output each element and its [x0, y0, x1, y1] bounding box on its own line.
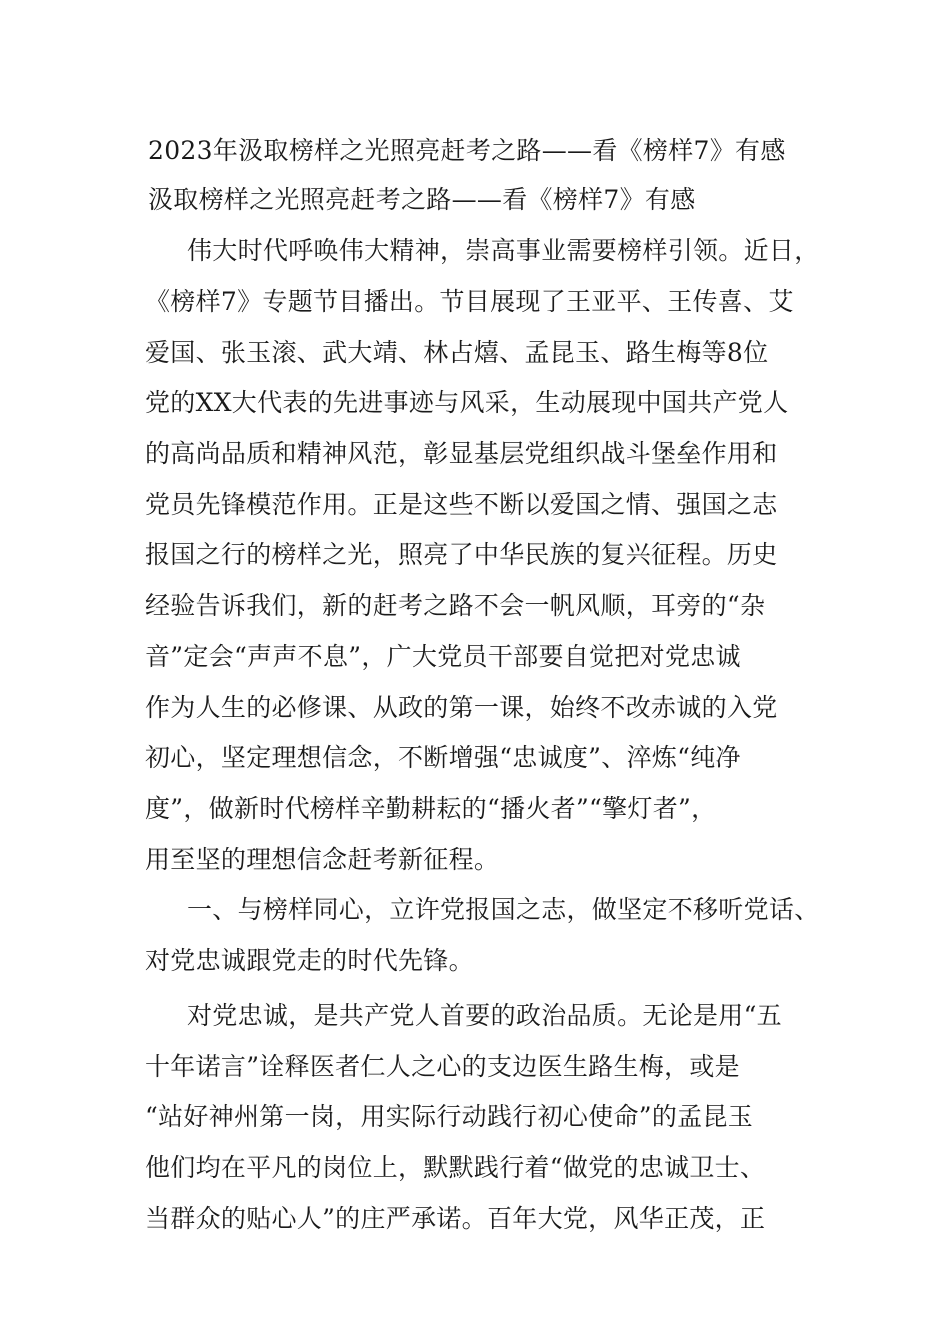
paragraph-line: 党员先锋模范作用。正是这些不断以爱国之情、强国之志: [145, 490, 778, 519]
paragraph-line: 用至坚的理想信念赶考新征程。: [145, 845, 500, 874]
paragraph-line: 作为人生的必修课、从政的第一课，始终不改赤诚的入党: [145, 693, 778, 722]
paragraph-line: 爱国、张玉滚、武大靖、林占熺、孟昆玉、路生梅等8位: [145, 338, 769, 367]
paragraph-line: 经验告诉我们，新的赶考之路不会一帆风顺，耳旁的“杂: [145, 591, 766, 620]
document-title: 2023年汲取榜样之光照亮赶考之路——看《榜样7》有感: [148, 136, 786, 165]
paragraph-line: 对党忠诚，是共产党人首要的政治品质。无论是用“五: [187, 1001, 782, 1030]
paragraph-line: 报国之行的榜样之光，照亮了中华民族的复兴征程。历史: [145, 540, 778, 569]
paragraph-line: 党的XX大代表的先进事迹与风采，生动展现中国共产党人: [145, 388, 789, 417]
paragraph-line: “站好神州第一岗，用实际行动践行初心使命”的孟昆玉: [145, 1102, 754, 1131]
paragraph-line: 他们均在平凡的岗位上，默默践行着“做党的忠诚卫士、: [145, 1153, 766, 1182]
paragraph-line: 初心，坚定理想信念，不断增强“忠诚度”、淬炼“纯净: [145, 743, 741, 772]
paragraph-line: 的高尚品质和精神风范，彰显基层党组织战斗堡垒作用和: [145, 439, 778, 468]
paragraph-line: 《榜样7》专题节目播出。节目展现了王亚平、王传喜、艾: [145, 287, 794, 316]
paragraph-line: 音”定会“声声不息”，广大党员干部要自觉把对党忠诚: [145, 642, 741, 671]
paragraph-line: 伟大时代呼唤伟大精神，崇高事业需要榜样引领。近日，: [187, 236, 820, 265]
section-heading: 一、与榜样同心，立许党报国之志，做坚定不移听党话、: [187, 895, 820, 924]
paragraph-line: 度”，做新时代榜样辛勤耕耘的“播火者”“擎灯者”，: [145, 794, 717, 823]
paragraph-line: 十年诺言”诠释医者仁人之心的支边医生路生梅，或是: [145, 1052, 740, 1081]
document-subtitle: 汲取榜样之光照亮赶考之路——看《榜样7》有感: [148, 185, 696, 214]
paragraph-line: 当群众的贴心人”的庄严承诺。百年大党，风华正茂，正: [145, 1204, 766, 1233]
section-heading: 对党忠诚跟党走的时代先锋。: [145, 946, 474, 975]
